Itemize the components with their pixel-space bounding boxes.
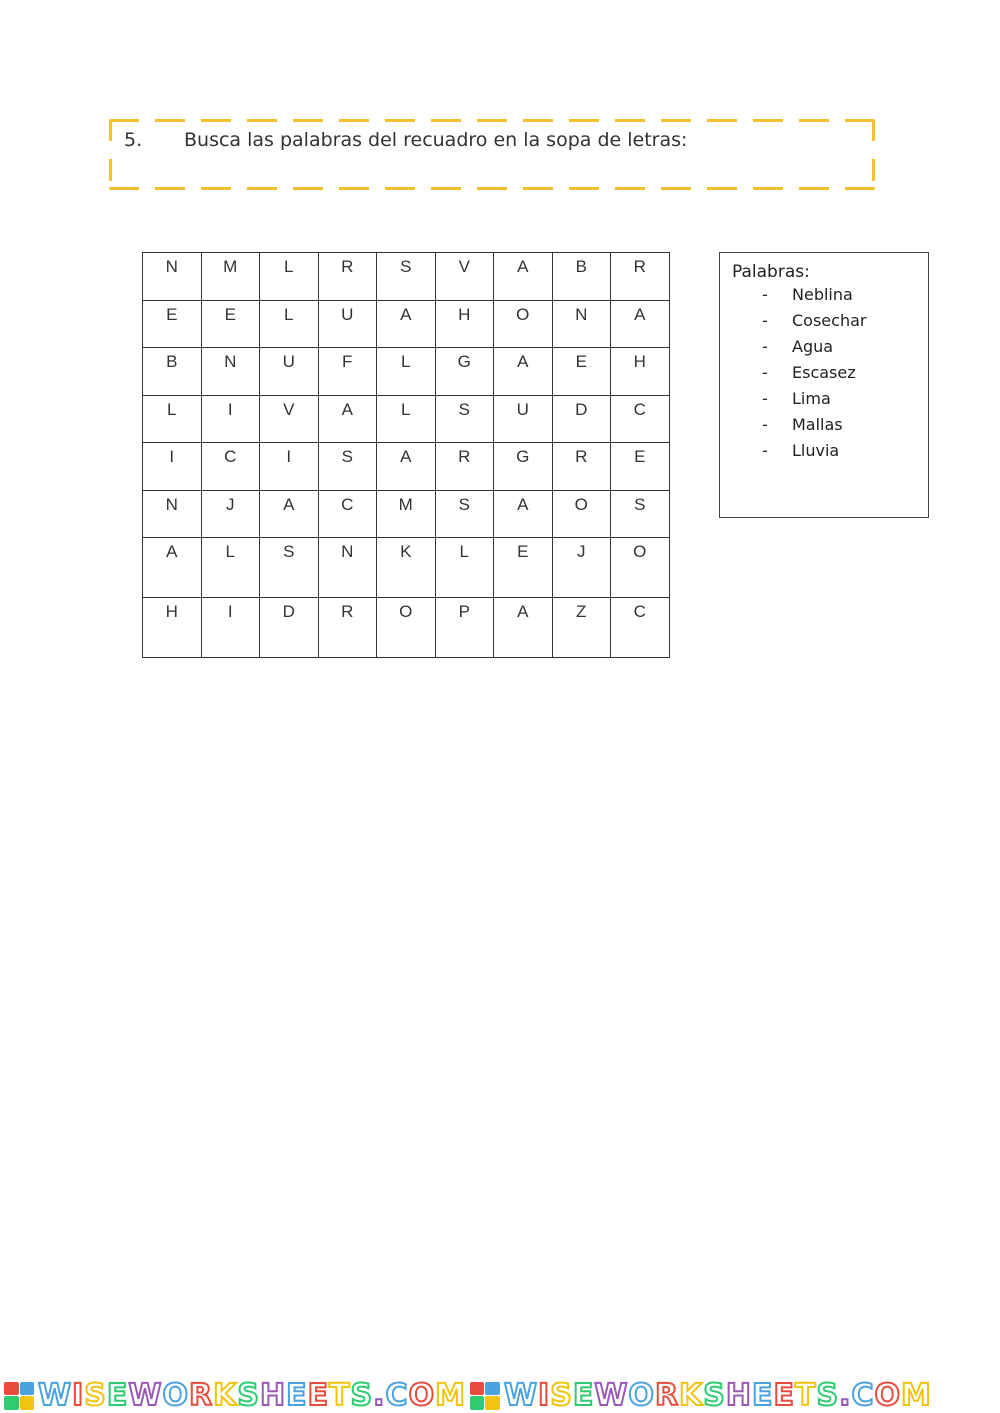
grid-cell[interactable] <box>435 490 494 538</box>
grid-letter: A <box>166 542 178 561</box>
grid-row <box>143 348 670 396</box>
grid-row <box>143 443 670 491</box>
grid-letter: A <box>341 399 353 419</box>
grid-row <box>143 598 670 658</box>
word-label: Agua <box>792 337 834 356</box>
grid-cell[interactable] <box>377 598 436 658</box>
grid-letter: E <box>224 304 236 324</box>
grid-cell[interactable] <box>611 490 670 538</box>
grid-cell[interactable] <box>435 598 494 658</box>
grid-cell[interactable] <box>318 598 377 658</box>
grid-letter: A <box>517 494 529 514</box>
grid-cell[interactable] <box>611 348 670 396</box>
grid-letter: C <box>224 447 237 466</box>
grid-letter: R <box>458 447 471 466</box>
grid-letter: U <box>516 399 529 419</box>
grid-cell[interactable] <box>377 395 436 443</box>
grid-cell[interactable] <box>201 348 260 396</box>
grid-cell[interactable] <box>143 253 202 301</box>
grid-cell[interactable] <box>260 348 319 396</box>
word-label: Neblina <box>792 285 853 304</box>
wise-logo-icon <box>4 1382 34 1410</box>
word-list-box <box>719 252 929 518</box>
grid-letter: O <box>399 602 413 621</box>
grid-letter: L <box>284 304 294 324</box>
grid-cell[interactable] <box>552 490 611 538</box>
grid-letter: R <box>575 447 588 466</box>
grid-cell[interactable] <box>143 598 202 658</box>
grid-cell[interactable] <box>201 538 260 598</box>
word-label: Lluvia <box>792 441 840 460</box>
grid-cell[interactable] <box>494 348 553 396</box>
grid-cell[interactable] <box>318 348 377 396</box>
grid-letter: S <box>341 447 353 466</box>
grid-cell[interactable] <box>143 538 202 598</box>
grid-cell[interactable] <box>494 490 553 538</box>
grid-letter: A <box>517 352 529 371</box>
grid-letter: L <box>167 399 177 419</box>
grid-letter: N <box>165 257 178 276</box>
grid-cell[interactable] <box>435 300 494 348</box>
grid-letter: E <box>166 304 178 324</box>
instruction-box <box>109 119 875 190</box>
grid-letter: I <box>169 447 175 466</box>
bullet-dash: - <box>762 415 768 434</box>
grid-letter: N <box>575 304 588 324</box>
grid-cell[interactable] <box>143 300 202 348</box>
bullet-dash: - <box>762 285 768 304</box>
grid-letter: S <box>458 494 470 514</box>
grid-letter: E <box>575 352 587 371</box>
grid-letter: S <box>283 542 295 561</box>
word-search-grid <box>142 252 670 658</box>
grid-cell[interactable] <box>260 395 319 443</box>
grid-letter: L <box>401 399 411 419</box>
instruction-text: Busca las palabras del recuadro en la sopa de letras: <box>184 129 688 151</box>
grid-letter: U <box>341 304 354 324</box>
watermark-text: WISEWORKSHEETS.COM <box>503 1378 932 1413</box>
grid-cell[interactable] <box>494 300 553 348</box>
grid-letter: C <box>633 602 646 621</box>
grid-letter: C <box>633 399 646 419</box>
grid-letter: L <box>284 257 294 276</box>
grid-cell[interactable] <box>201 253 260 301</box>
grid-letter: M <box>398 494 413 514</box>
grid-letter: R <box>341 602 354 621</box>
grid-letter: S <box>400 257 412 276</box>
watermark-1 <box>4 1378 466 1413</box>
grid-letter: L <box>225 542 235 561</box>
wise-logo-icon <box>470 1382 500 1410</box>
grid-cell[interactable] <box>611 598 670 658</box>
grid-letter: N <box>341 542 354 561</box>
grid-letter: H <box>165 602 178 621</box>
grid-letter: A <box>283 494 295 514</box>
grid-letter: E <box>517 542 529 561</box>
grid-letter: U <box>282 352 295 371</box>
grid-cell[interactable] <box>377 443 436 491</box>
grid-letter: V <box>458 257 470 276</box>
grid-cell[interactable] <box>494 598 553 658</box>
grid-cell[interactable] <box>494 443 553 491</box>
grid-letter: O <box>633 542 647 561</box>
grid-letter: N <box>165 494 178 514</box>
grid-cell[interactable] <box>552 538 611 598</box>
grid-cell[interactable] <box>552 348 611 396</box>
grid-letter: I <box>227 399 233 419</box>
grid-letter: A <box>634 304 646 324</box>
grid-cell[interactable] <box>377 348 436 396</box>
grid-letter: D <box>575 399 588 419</box>
grid-letter: I <box>227 602 233 621</box>
grid-cell[interactable] <box>611 395 670 443</box>
grid-cell[interactable] <box>260 538 319 598</box>
grid-letter: B <box>166 352 178 371</box>
grid-letter: R <box>341 257 354 276</box>
grid-letter: L <box>401 352 411 371</box>
word-label: Lima <box>792 389 831 408</box>
grid-cell[interactable] <box>435 443 494 491</box>
grid-letter: O <box>516 304 530 324</box>
grid-letter: A <box>400 447 412 466</box>
grid-letter: V <box>283 399 295 419</box>
grid-cell[interactable] <box>552 443 611 491</box>
grid-letter: B <box>575 257 587 276</box>
grid-cell[interactable] <box>552 598 611 658</box>
grid-cell[interactable] <box>260 443 319 491</box>
grid-cell[interactable] <box>435 253 494 301</box>
grid-cell[interactable] <box>435 348 494 396</box>
grid-cell[interactable] <box>143 443 202 491</box>
question-number: 5. <box>124 129 143 151</box>
grid-cell[interactable] <box>611 538 670 598</box>
grid-cell[interactable] <box>318 300 377 348</box>
grid-cell[interactable] <box>494 395 553 443</box>
grid-letter: D <box>282 602 295 621</box>
grid-letter: K <box>400 542 412 561</box>
grid-cell[interactable] <box>318 253 377 301</box>
grid-row <box>143 538 670 598</box>
grid-cell[interactable] <box>377 253 436 301</box>
grid-cell[interactable] <box>377 490 436 538</box>
grid-cell[interactable] <box>552 395 611 443</box>
word-label: Mallas <box>792 415 843 434</box>
grid-letter: Z <box>576 602 587 621</box>
grid-letter: G <box>516 447 530 466</box>
grid-cell[interactable] <box>201 300 260 348</box>
bullet-dash: - <box>762 389 768 408</box>
grid-letter: N <box>224 352 237 371</box>
grid-cell[interactable] <box>318 395 377 443</box>
grid-cell[interactable] <box>494 253 553 301</box>
grid-letter: J <box>577 542 586 561</box>
grid-cell[interactable] <box>260 253 319 301</box>
grid-letter: H <box>633 352 646 371</box>
footer-watermark <box>0 1378 1000 1413</box>
grid-letter: P <box>458 602 470 621</box>
grid-cell[interactable] <box>377 300 436 348</box>
watermark-2 <box>470 1378 932 1413</box>
grid-row <box>143 395 670 443</box>
grid-letter: A <box>517 257 529 276</box>
grid-letter: M <box>223 257 238 276</box>
grid-cell[interactable] <box>260 598 319 658</box>
watermark-text: WISEWORKSHEETS.COM <box>38 1378 466 1413</box>
grid-letter: A <box>400 304 412 324</box>
grid-cell[interactable] <box>552 300 611 348</box>
grid-letter: H <box>458 304 471 324</box>
grid-letter: O <box>574 494 588 514</box>
grid-letter: F <box>342 352 353 371</box>
bullet-dash: - <box>762 337 768 356</box>
grid-letter: S <box>458 399 470 419</box>
grid-cell[interactable] <box>260 300 319 348</box>
grid-cell[interactable] <box>318 538 377 598</box>
grid-cell[interactable] <box>494 538 553 598</box>
grid-letter: E <box>634 447 646 466</box>
grid-cell[interactable] <box>611 253 670 301</box>
grid-letter: G <box>457 352 471 371</box>
grid-cell[interactable] <box>435 395 494 443</box>
grid-letter: I <box>286 447 292 466</box>
grid-letter: S <box>634 494 646 514</box>
grid-cell[interactable] <box>435 538 494 598</box>
word-list-title: Palabras: <box>732 262 810 282</box>
grid-cell[interactable] <box>143 395 202 443</box>
grid-row <box>143 253 670 301</box>
bullet-dash: - <box>762 363 768 382</box>
grid-cell[interactable] <box>318 490 377 538</box>
word-label: Escasez <box>792 363 856 382</box>
grid-cell[interactable] <box>318 443 377 491</box>
grid-cell[interactable] <box>201 490 260 538</box>
bullet-dash: - <box>762 311 768 330</box>
grid-letter: A <box>517 602 529 621</box>
grid-cell[interactable] <box>143 490 202 538</box>
grid-cell[interactable] <box>201 443 260 491</box>
grid-letter: R <box>633 257 646 276</box>
grid-cell[interactable] <box>260 490 319 538</box>
grid-letter: J <box>226 494 235 514</box>
grid-row <box>143 490 670 538</box>
grid-row <box>143 300 670 348</box>
grid-cell[interactable] <box>611 300 670 348</box>
grid-cell[interactable] <box>201 395 260 443</box>
grid-cell[interactable] <box>552 253 611 301</box>
grid-cell[interactable] <box>611 443 670 491</box>
grid-cell[interactable] <box>201 598 260 658</box>
grid-cell[interactable] <box>143 348 202 396</box>
grid-cell[interactable] <box>377 538 436 598</box>
grid-letter: C <box>341 494 354 514</box>
word-label: Cosechar <box>792 311 867 330</box>
bullet-dash: - <box>762 441 768 460</box>
grid-letter: L <box>459 542 469 561</box>
